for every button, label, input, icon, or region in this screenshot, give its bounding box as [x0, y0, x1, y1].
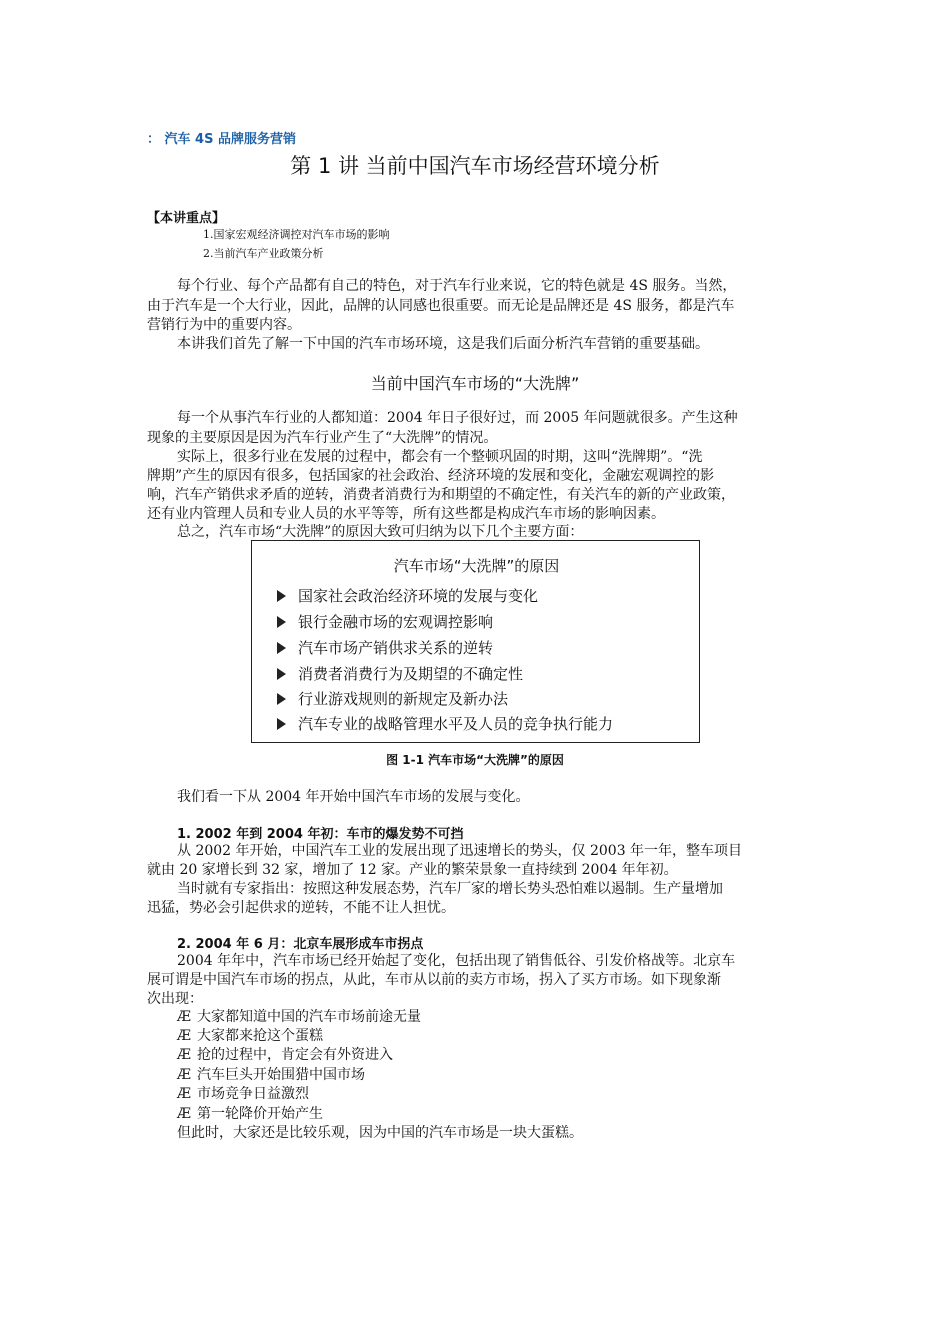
- intro-paragraph-line: 每个行业、每个产品都有自己的特色，对于汽车行业来说，它的特色就是 4S 服务。当然，: [177, 278, 737, 294]
- part2-paragraph-line: 2004 年年中，汽车市场已经开始起了变化，包括出现了销售低谷、引发价格战等。北京车: [177, 953, 736, 969]
- list-item: Æ 大家都来抢这个蛋糕: [177, 1028, 323, 1044]
- key-point-item: 1.国家宏观经济调控对汽车市场的影响: [203, 228, 390, 241]
- arrow-bullet-icon: [277, 668, 286, 680]
- list-item: Æ 汽车巨头开始围猎中国市场: [177, 1067, 365, 1083]
- section-title: 当前中国汽车市场的“大洗牌”: [370, 374, 580, 393]
- section-paragraph: 总之，汽车市场“大洗牌”的原因大致可归纳为以下几个主要方面：: [177, 524, 584, 540]
- key-point-item: 2.当前汽车产业政策分析: [203, 247, 324, 260]
- intro-paragraph-line: 由于汽车是一个大行业，因此，品牌的认同感也很重要。而无论是品牌还是 4S 服务，都是汽车: [147, 298, 735, 314]
- section-paragraph-line: 响，汽车产销供求矛盾的逆转，消费者消费行为和期望的不确定性，有关汽车的新的产业政策，: [147, 487, 735, 503]
- figure-list-item: 行业游戏规则的新规定及新办法: [277, 688, 508, 709]
- figure-list-item: 汽车专业的战略管理水平及人员的竞争执行能力: [277, 713, 613, 734]
- list-item: Æ 市场竞争日益激烈: [177, 1086, 309, 1102]
- part1-paragraph-line: 当时就有专家指出：按照这种发展态势，汽车厂家的增长势头恐怕难以遏制。生产量增加: [177, 881, 723, 897]
- section-paragraph-line: 牌期”产生的原因有很多，包括国家的社会政治、经济环境的发展和变化，金融宏观调控的影: [147, 468, 715, 484]
- subsection-heading: 1. 2002 年到 2004 年初：车市的爆发势不可挡: [177, 827, 464, 842]
- part2-paragraph-line: 展可谓是中国汽车市场的拐点，从此，车市从以前的卖方市场，拐入了买方市场。如下现象渐: [147, 972, 721, 988]
- section-paragraph-line: 现象的主要原因是因为汽车行业产生了“大洗牌”的情况。: [147, 430, 498, 446]
- arrow-bullet-icon: [277, 718, 286, 730]
- part1-paragraph-line: 迅猛，势必会引起供求的逆转，不能不让人担忧。: [147, 900, 455, 916]
- key-points-label: 【本讲重点】: [147, 211, 226, 226]
- figure-title: 汽车市场“大洗牌”的原因: [393, 557, 560, 575]
- figure-list-item: 汽车市场产销供求关系的逆转: [277, 637, 493, 658]
- arrow-bullet-icon: [277, 642, 286, 654]
- list-item: Æ 抢的过程中，肯定会有外资进入: [177, 1047, 393, 1063]
- figure-caption: 图 1-1 汽车市场“大洗牌”的原因: [386, 753, 564, 767]
- lecture-title: 第 1 讲 当前中国汽车市场经营环境分析: [290, 154, 660, 178]
- section-paragraph-line: 实际上，很多行业在发展的过程中，都会有一个整顿巩固的时期，这叫“洗牌期”。“洗: [177, 449, 703, 465]
- arrow-bullet-icon: [277, 590, 286, 602]
- arrow-bullet-icon: [277, 693, 286, 705]
- course-title: ： 汽车 4S 品牌服务营销: [147, 132, 296, 147]
- intro-paragraph-line: 营销行为中的重要内容。: [147, 317, 301, 333]
- figure-box: [251, 540, 700, 743]
- list-item: Æ 第一轮降价开始产生: [177, 1106, 323, 1122]
- intro-paragraph: 本讲我们首先了解一下中国的汽车市场环境，这是我们后面分析汽车营销的重要基础。: [177, 336, 709, 352]
- part1-paragraph-line: 就由 20 家增长到 32 家，增加了 12 家。产业的繁荣景象一直持续到 2004 年年初。: [147, 862, 678, 878]
- figure-list-item: 银行金融市场的宏观调控影响: [277, 611, 493, 632]
- part1-paragraph-line: 从 2002 年开始，中国汽车工业的发展出现了迅速增长的势头，仅 2003 年一年，整车项目: [177, 843, 743, 859]
- arrow-bullet-icon: [277, 616, 286, 628]
- list-item: Æ 大家都知道中国的汽车市场前途无量: [177, 1009, 421, 1025]
- figure-list-item: 国家社会政治经济环境的发展与变化: [277, 585, 538, 606]
- section-paragraph-line: 还有业内管理人员和专业人员的水平等等，所有这些都是构成汽车市场的影响因素。: [147, 506, 665, 522]
- subsection-heading: 2. 2004 年 6 月：北京车展形成车市拐点: [177, 937, 424, 952]
- closing-paragraph: 但此时，大家还是比较乐观，因为中国的汽车市场是一块大蛋糕。: [177, 1125, 583, 1141]
- section-paragraph-line: 每一个从事汽车行业的人都知道：2004 年日子很好过，而 2005 年问题就很多。产生这种: [177, 410, 738, 426]
- timeline-intro: 我们看一下从 2004 年开始中国汽车市场的发展与变化。: [177, 789, 530, 805]
- part2-paragraph-line: 次出现：: [147, 991, 203, 1007]
- figure-list-item: 消费者消费行为及期望的不确定性: [277, 663, 523, 684]
